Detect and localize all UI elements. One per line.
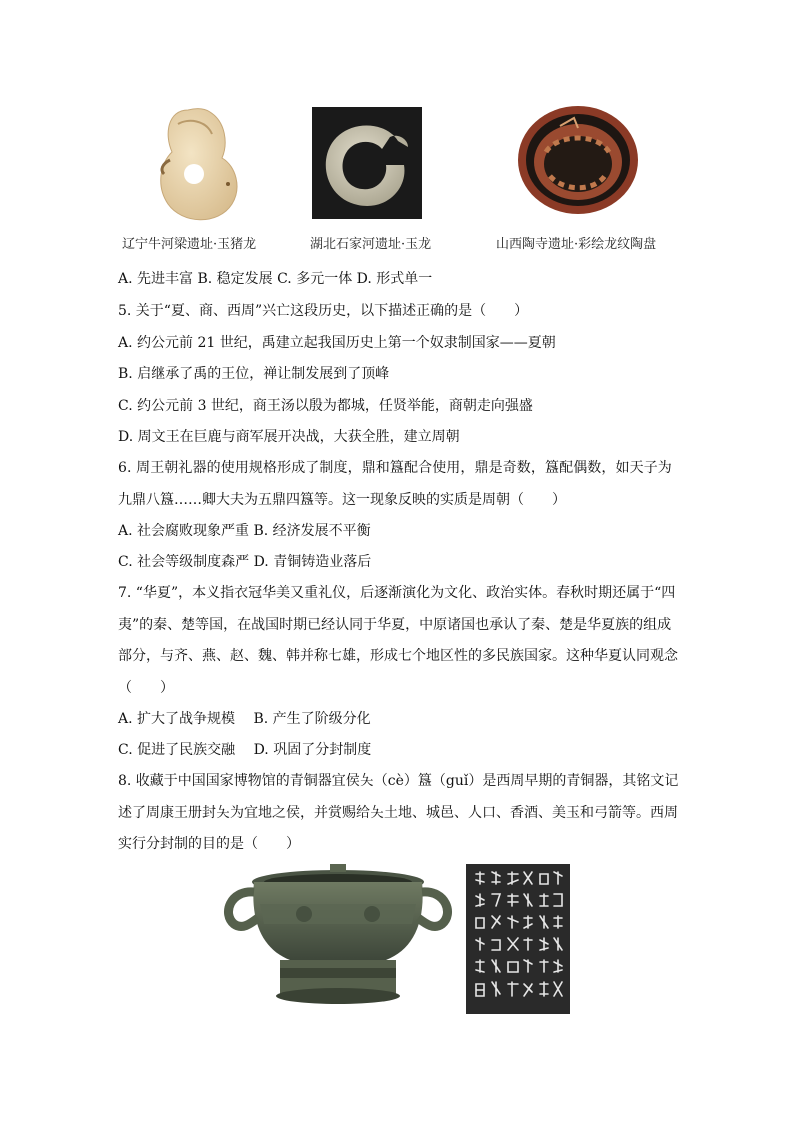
- q6-options-cd: C. 社会等级制度森严 D. 青铜铸造业落后: [118, 554, 372, 570]
- q5-option-c: C. 约公元前 3 世纪，商王汤以殷为都城，任贤举能，商朝走向强盛: [118, 398, 533, 414]
- q4-options: A. 先进丰富 B. 稳定发展 C. 多元一体 D. 形式单一: [118, 271, 433, 287]
- q7-options-cd: C. 促进了民族交融 D. 巩固了分封制度: [118, 742, 372, 758]
- q6-stem-line-2: 九鼎八簋……卿大夫为五鼎四簋等。这一现象反映的实质是周朝（ ）: [118, 492, 566, 508]
- figure-caption-2: 湖北石家河遗址·玉龙: [310, 237, 432, 252]
- painted-dragon-plate-icon: [516, 104, 640, 216]
- inscription-rubbing-icon: [466, 864, 570, 1014]
- jade-pig-dragon-icon: [148, 104, 240, 226]
- figure-caption-3: 山西陶寺遗址·彩绘龙纹陶盘: [496, 237, 657, 252]
- q5-option-a: A. 约公元前 21 世纪，禹建立起我国历史上第一个奴隶制国家——夏朝: [118, 335, 556, 351]
- q5-option-d: D. 周文王在巨鹿与商军展开决战，大获全胜，建立周朝: [118, 429, 460, 445]
- bronze-gui-vessel-icon: [220, 864, 456, 1014]
- q7-stem-line-2: 夷”的秦、楚等国，在战国时期已经认同于华夏，中原诸国也承认了秦、楚是华夏族的组成: [118, 617, 672, 633]
- inscription-rubbing-figure: [466, 864, 570, 1014]
- q6-stem-line-1: 6. 周王朝礼器的使用规格形成了制度，鼎和簋配合使用，鼎是奇数，簋配偶数，如天子为: [118, 460, 672, 476]
- q7-stem-line-3: 部分，与齐、燕、赵、魏、韩并称七雄，形成七个地区性的多民族国家。这种华夏认同观念: [118, 648, 678, 664]
- q5-stem: 5. 关于“夏、商、西周”兴亡这段历史，以下描述正确的是（ ）: [118, 303, 529, 319]
- q7-stem-line-1: 7. “华夏”，本义指衣冠华美又重礼仪，后逐渐演化为文化、政治实体。春秋时期还属于“四: [118, 585, 676, 601]
- q6-options-ab: A. 社会腐败现象严重 B. 经济发展不平衡: [118, 523, 371, 539]
- jade-dragon-ring-icon: [312, 107, 422, 219]
- q7-options-ab: A. 扩大了战争规模 B. 产生了阶级分化: [118, 711, 371, 727]
- q8-stem-line-3: 实行分封制的目的是（ ）: [118, 836, 300, 852]
- jade-pig-dragon-figure: [148, 104, 240, 226]
- q5-option-b: B. 启继承了禹的王位，禅让制发展到了顶峰: [118, 366, 390, 382]
- q8-stem-line-2: 述了周康王册封夨为宜地之侯，并赏赐给夨土地、城邑、人口、香酒、美玉和弓箭等。西周: [118, 805, 678, 821]
- painted-dragon-plate-figure: [516, 104, 640, 216]
- figure-caption-1: 辽宁牛河梁遗址·玉猪龙: [122, 237, 257, 252]
- q7-stem-line-4: （ ）: [118, 680, 174, 696]
- jade-dragon-ring-figure: [312, 107, 422, 219]
- q8-stem-line-1: 8. 收藏于中国国家博物馆的青铜器宜侯夨（cè）簋（guǐ）是西周早期的青铜器，其铭文记: [118, 773, 679, 789]
- bronze-gui-vessel-figure: [220, 864, 456, 1014]
